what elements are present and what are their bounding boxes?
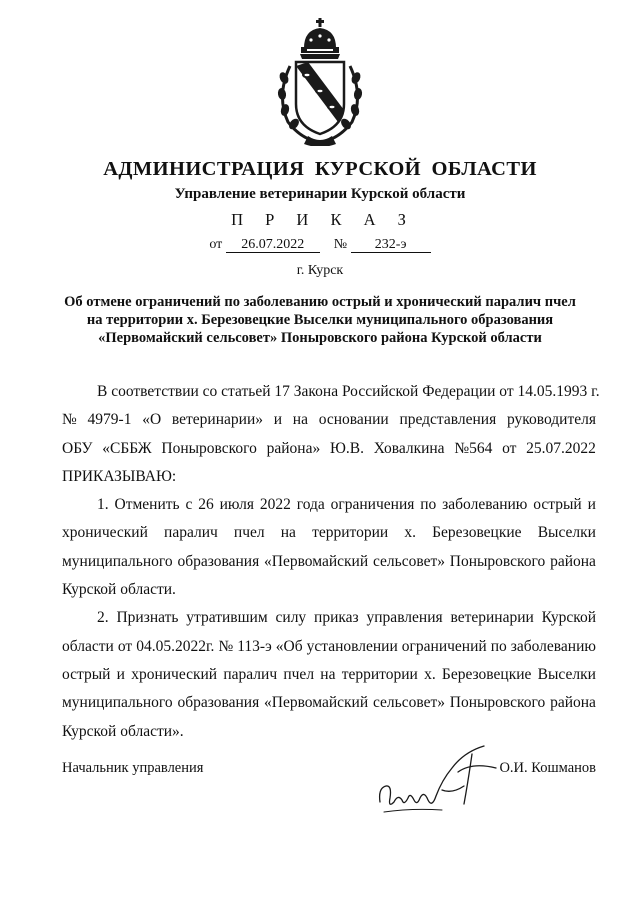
document-subject bbox=[62, 293, 578, 347]
item2-line: муниципального образования «Первомайский сельсовет» Поныровского района bbox=[62, 694, 596, 712]
city: г. Курск bbox=[296, 263, 344, 278]
preamble-line: В соответствии со статьей 17 Закона Российской Федерации от 14.05.1993 г. bbox=[97, 383, 600, 400]
item2-line: 2. Признать утратившим силу приказ управления ветеринарии Курской bbox=[97, 609, 596, 627]
number-label: № bbox=[333, 237, 348, 252]
signatory-position: Начальник управления bbox=[62, 760, 204, 776]
document-number: 232-э bbox=[351, 237, 431, 253]
item1-line: Курской области. bbox=[62, 581, 176, 599]
department-name: Управление ветеринарии Курской области bbox=[174, 186, 466, 202]
handwritten-signature-icon bbox=[372, 742, 502, 820]
preamble-line: № 4979-1 «О ветеринарии» и на основании представления руководителя bbox=[62, 411, 596, 429]
organization-title: АДМИНИСТРАЦИЯ КУРСКОЙ ОБЛАСТИ bbox=[103, 158, 537, 180]
subject-line: на территории х. Березовецкие Выселки муниципального образования bbox=[86, 312, 554, 328]
item1-line: 1. Отменить с 26 июля 2022 года ограничения по заболеванию острый и bbox=[97, 496, 596, 514]
signatory-name: О.И. Кошманов bbox=[499, 760, 596, 776]
subject-line: Об отмене ограничений по заболеванию острый и хронический паралич пчел bbox=[64, 294, 576, 310]
item2-line: Курской области». bbox=[62, 722, 184, 740]
document-type: П Р И К А З bbox=[231, 210, 415, 229]
item2-line: области от 04.05.2022г. № 113-э «Об установлении ограничений по заболеванию bbox=[62, 637, 596, 655]
document-body bbox=[62, 378, 600, 746]
preamble-line: ОБУ «СББЖ Поныровского района» Ю.В. Ховалкина №564 от 25.07.2022 bbox=[62, 439, 596, 457]
subject-line: «Первомайский сельсовет» Поныровского района Курской области bbox=[98, 330, 542, 346]
date-label: от bbox=[209, 237, 223, 252]
item2-line: острый и хронический паралич пчел на территории х. Березовецкие Выселки bbox=[62, 665, 596, 683]
kursk-coat-of-arms-icon bbox=[274, 18, 366, 146]
document-date: 26.07.2022 bbox=[226, 237, 320, 253]
item1-line: хронический паралич пчел на территории х. Березовецкие Выселки bbox=[62, 524, 596, 542]
order-word: ПРИКАЗЫВАЮ: bbox=[62, 467, 177, 485]
registration-line bbox=[0, 237, 640, 253]
item1-line: муниципального образования «Первомайский сельсовет» Поныровского района bbox=[62, 552, 596, 570]
